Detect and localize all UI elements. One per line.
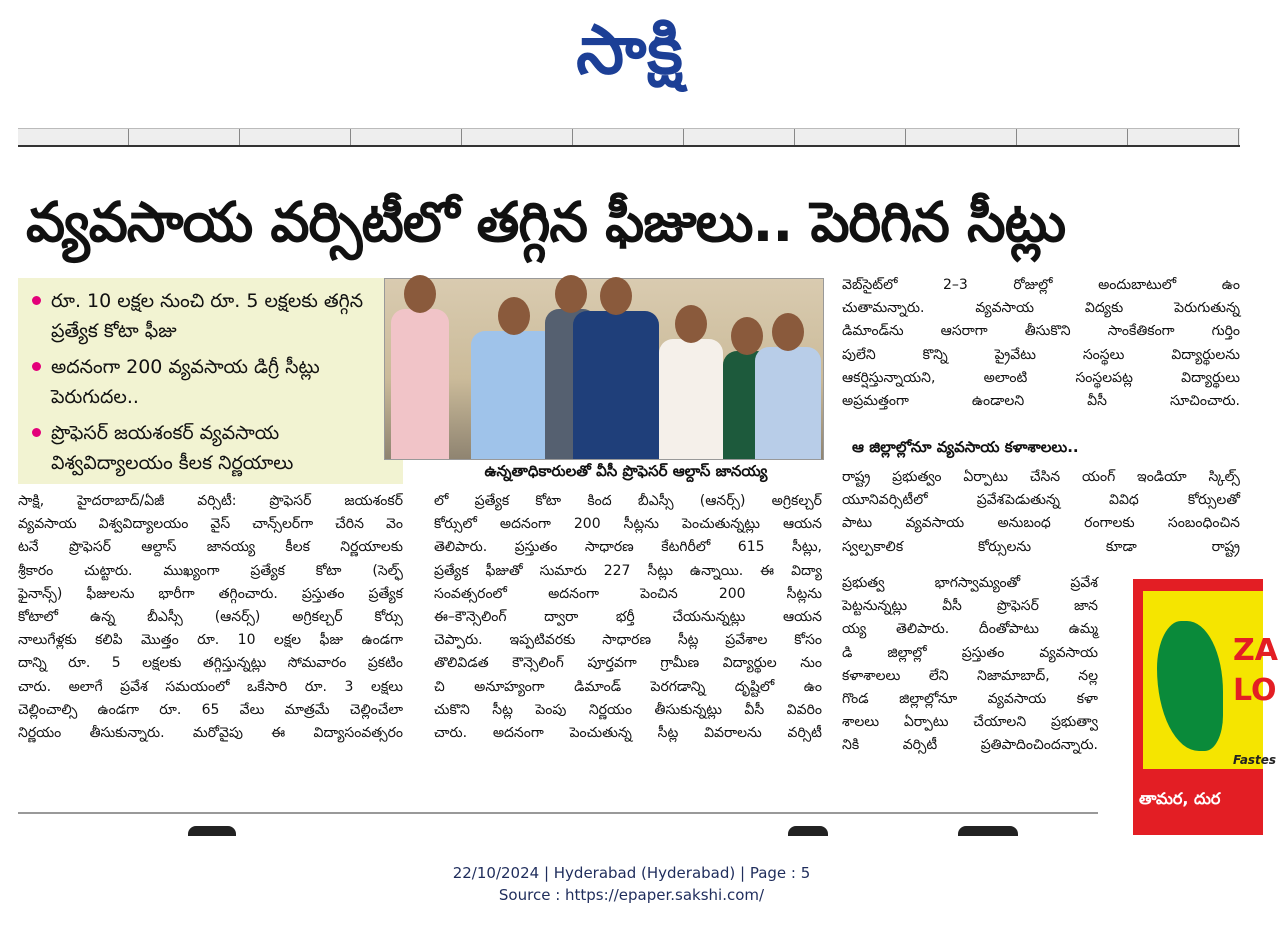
article-column-2	[434, 490, 822, 800]
text-line: నికి వర్సిటీ ప్రతిపాదించిందన్నారు.	[842, 737, 1098, 754]
text-line: దాన్ని రూ. 5 లక్షలకు తగ్గిస్తున్నట్లు సోమవారం ప్రకటిం	[18, 655, 403, 672]
highlight-item	[32, 418, 393, 478]
text-line: ఈ–కౌన్సెలింగ్ ద్వారా భర్తీ చేయనున్నట్లు ఆయన	[434, 608, 822, 625]
highlights-box	[18, 278, 403, 484]
text-line: ప్రత్యేక ఫీజుతో సుమారు 227 సీట్లు ఉన్నాయి. ఈ విద్యా	[434, 562, 822, 579]
text-line: వెబ్‌సైట్‌లో 2–3 రోజుల్లో అందుబాటులో ఉం	[842, 277, 1240, 293]
text-line: అప్రమత్తంగా ఉండాలని వీసీ సూచించారు.	[842, 392, 1240, 409]
section-subhead: ఆ జిల్లాల్లోనూ వ్యవసాయ కళాశాలలు..	[852, 438, 1079, 456]
photo-caption: ఉన్నతాధికారులతో వీసీ ప్రొఫెసర్ ఆల్దాస్ జానయ్య	[484, 462, 768, 480]
photo-person	[755, 347, 821, 459]
divider	[18, 812, 1098, 814]
text-line: డిమాండ్‌ను ఆసరాగా తీసుకొని సాంకేతికంగా గుర్తిం	[842, 323, 1240, 340]
text-line: శ్రీకారం చుట్టారు. ముఖ్యంగా ప్రత్యేక కోటా (సెల్ఫ్	[18, 562, 403, 579]
text-line: చెల్లించాల్సి ఉండగా రూ. 65 వేలు మాత్రమే చెల్లించేలా	[18, 701, 403, 718]
bullet-icon	[32, 296, 41, 305]
bullet-icon	[32, 362, 41, 371]
masthead-logo: సాక్షి	[576, 10, 684, 90]
text-line: సాక్షి, హైదరాబాద్/ఏజీ వర్సిటీ: ప్రొఫెసర్ జయశంకర్	[18, 493, 403, 509]
article-column-1	[18, 490, 403, 800]
text-line: చుతామన్నారు. వ్యవసాయ విద్యకు పెరుగుతున్న	[842, 300, 1240, 317]
text-line: టనే ప్రొఫెసర్ ఆల్దాస్ జానయ్య కీలక నిర్ణయాలకు	[18, 539, 403, 556]
article-headline: వ్యవసాయ వర్సిటీలో తగ్గిన ఫీజులు.. పెరిగిన సీట్లు	[26, 190, 1066, 254]
article-column-3-bottom	[842, 572, 1098, 798]
text-line: ఆకర్షిస్తున్నాయని, అలాంటి సంస్థలపట్ల విద్యార్థులు	[842, 369, 1240, 386]
text-line: పులేని కొన్ని ప్రైవేటు సంస్థలు విద్యార్థులను	[842, 346, 1240, 363]
text-line: సంవత్సరంలో అదనంగా పెంచిన 200 సీట్లను	[434, 585, 822, 602]
highlight-text: రూ. 10 లక్షల నుంచి రూ. 5 లక్షలకు తగ్గిన ప్రత్యేక కోటా ఫీజు	[51, 290, 364, 342]
article-photo	[384, 278, 824, 460]
text-line: లో ప్రత్యేక కోటా కింద బీఎస్సీ (ఆనర్స్) అగ్రికల్చర్	[434, 493, 822, 509]
date-strip	[18, 128, 1240, 147]
text-line: గొండ జిల్లాల్లోనూ వ్యవసాయ కళా	[842, 690, 1098, 707]
ad-brand: ZA LO	[1233, 633, 1278, 708]
text-line: తెలిపారు. ప్రస్తుతం సాధారణ కేటగిరీలో 615 సీట్లు,	[434, 539, 822, 556]
text-line: నిర్ణయం తీసుకున్నారు. మరోవైపు ఈ విద్యాసంవత్సరం	[18, 724, 403, 741]
advertisement[interactable]	[1133, 579, 1278, 835]
highlight-text: ప్రొఫెసర్ జయశంకర్ వ్యవసాయ విశ్వవిద్యాలయం కీలక నిర్ణయాలు	[51, 422, 294, 474]
text-line: వ్యవసాయ విశ్వవిద్యాలయం వైస్ చాన్స్‌లర్‌గా చేరిన వెం	[18, 516, 403, 533]
next-article-preview	[18, 826, 1098, 836]
text-line: కోర్సులో అదనంగా 200 సీట్లను పెంచుతున్నట్లు ఆయన	[434, 516, 822, 533]
ad-tagline: Fastes	[1233, 753, 1277, 767]
ad-bottom-text: తామర, దుర	[1139, 789, 1221, 808]
footer-source-line: Source : https://epaper.sakshi.com/	[498, 886, 765, 904]
article-column-3-top	[842, 274, 1240, 434]
text-line: రాష్ట్ర ప్రభుత్వం ఏర్పాటు చేసిన యంగ్ ఇండియా స్కిల్స్	[842, 469, 1240, 485]
text-line: ఫైనాన్స్) ఫీజులను భారీగా తగ్గించారు. ప్రస్తుతం ప్రత్యేక	[18, 585, 403, 602]
text-line: చారు. అదనంగా పెంచుతున్న సీట్ల వివరాలను వర్సిటీ	[434, 724, 822, 741]
text-line: డి జిల్లాల్లో ప్రస్తుతం వ్యవసాయ	[842, 644, 1098, 661]
ad-panel	[1143, 591, 1278, 769]
text-line: చి అనూహ్యంగా డిమాండ్ పెరగడాన్ని దృష్టిలో ఉం	[434, 678, 822, 695]
photo-person	[659, 339, 723, 459]
text-line: నాలుగేళ్లకు కలిపి మొత్తం రూ. 10 లక్షల ఫీజు ఉండగా	[18, 632, 403, 649]
photo-person	[573, 311, 659, 459]
article-column-3-middle	[842, 466, 1240, 578]
footer-date-line: 22/10/2024 | Hyderabad (Hyderabad) | Page : 5	[452, 864, 811, 882]
text-line: స్వల్పకాలిక కోర్సులను కూడా రాష్ట్ర	[842, 538, 1240, 555]
page-footer	[0, 862, 1263, 906]
text-line: తొలివిడత కౌన్సెలింగ్ పూర్తవగా గ్రామీణ విద్యార్థుల నుం	[434, 655, 822, 672]
photo-person	[391, 309, 449, 459]
text-line: ప్రభుత్వ భాగస్వామ్యంతో ప్రవేశ	[842, 575, 1098, 591]
highlight-text: అదనంగా 200 వ్యవసాయ డిగ్రీ సీట్లు పెరుగుదల..	[51, 356, 320, 408]
text-line: య్య తెలిపారు. దీంతోపాటు ఉమ్మ	[842, 621, 1098, 638]
highlight-item	[32, 286, 393, 346]
text-line: యూనివర్సిటీలో ప్రవేశపెడుతున్న వివిధ కోర్సులతో	[842, 492, 1240, 509]
text-line: కోటాలో ఉన్న బీఎస్సీ (ఆనర్స్) అగ్రికల్చర్ కోర్సు	[18, 608, 403, 625]
text-line: కళాశాలలు లేని నిజామాబాద్, నల్ల	[842, 667, 1098, 684]
text-line: పాటు వ్యవసాయ అనుబంధ రంగాలకు సంబంధించిన	[842, 515, 1240, 532]
text-line: చెప్పారు. ఇప్పటివరకు సాధారణ సీట్ల ప్రవేశాల కోసం	[434, 632, 822, 649]
text-line: చుకొని సీట్ల పెంపు నిర్ణయం తీసుకున్నట్లు వీసీ వివరిం	[434, 701, 822, 718]
dragon-logo-icon	[1157, 621, 1223, 751]
text-line: పెట్టనున్నట్లు వీసీ ప్రొఫెసర్ జాన	[842, 598, 1098, 615]
highlight-item	[32, 352, 393, 412]
bullet-icon	[32, 428, 41, 437]
text-line: శాలలు ఏర్పాటు చేయాలని ప్రభుత్వా	[842, 714, 1098, 731]
text-line: చారు. అలాగే ప్రవేశ సమయంలో ఒకేసారి రూ. 3 లక్షలు	[18, 678, 403, 695]
